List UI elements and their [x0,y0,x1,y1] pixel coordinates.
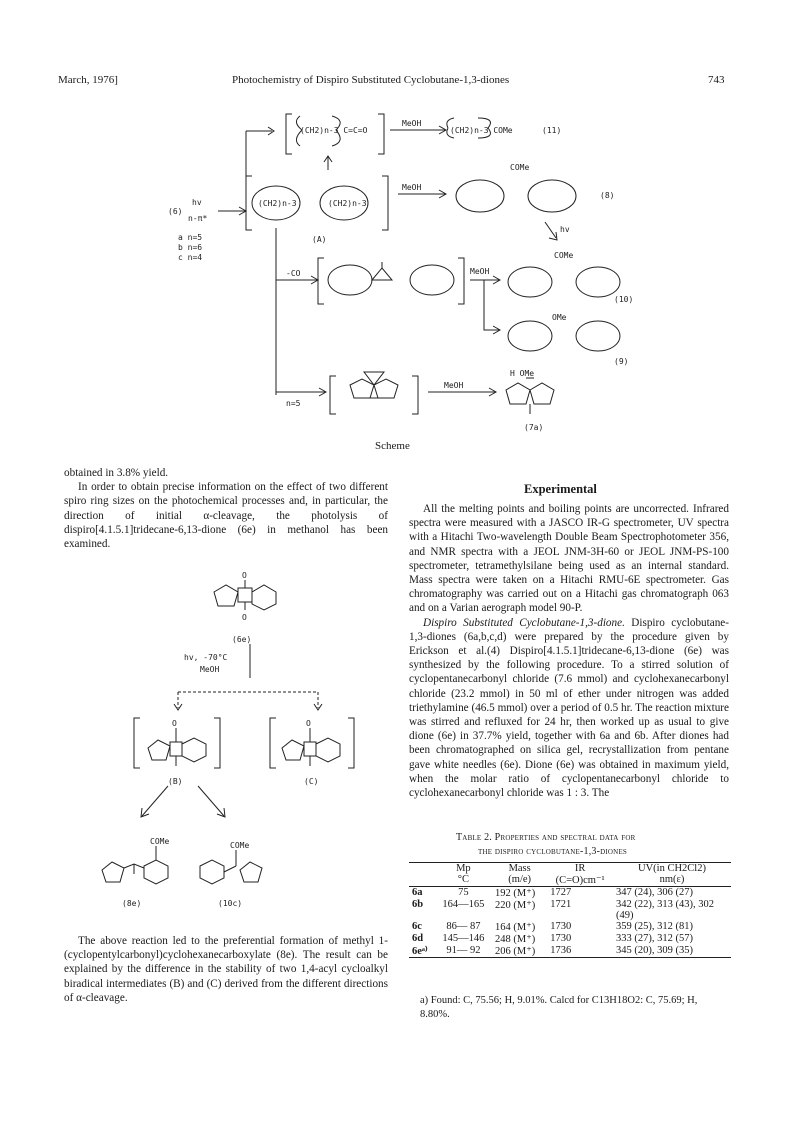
experimental-subheading: Dispiro Substituted Cyclobutane-1,3-dione. [423,616,625,629]
table-cell: 6c [412,921,422,932]
table-cell: 6a [412,887,423,898]
ketene-formula: (CH2)n-3 C=C=O [300,126,368,135]
table-row [409,887,731,900]
left-text-continued: obtained in 3.8% yield. [64,467,169,479]
svg-text:O: O [242,571,247,580]
table-header-cell: Mp [456,863,471,874]
intermediate-B-label: (B) [168,777,183,786]
table-cell: 145—146 [442,933,485,944]
product-10c-group: COMe [230,841,250,850]
meoh-label-2: MeOH [402,183,422,192]
table-cell: 75 [458,887,469,898]
table-cell: 359 (25), 312 (81) [616,921,693,932]
substituent-a: a n=5 [178,233,203,242]
product-10c-label: (10c) [218,899,243,908]
running-head-left: March, 1976] [58,74,118,86]
scheme-caption: Scheme [375,440,410,452]
substituent-b: b n=6 [178,243,203,252]
table-header-row-1 [409,863,731,875]
table-row [409,933,731,945]
product-7a-label: (7a) [524,423,544,432]
table-header-cell: nm(ε) [659,874,685,885]
intermediate-C-label: (C) [304,777,319,786]
biradical-right-ring: (CH2)n-3 [328,199,367,208]
table-header-cell [409,874,435,887]
product-7a-group: H OMe [510,369,535,378]
condition-meoh: MeOH [200,665,220,674]
left-text-conclusion: The above reaction led to the preferential formation of methyl 1-(cyclopentylcarbonyl)cyclohexanecarboxylate (8e). The result can be explained by the difference in the stability of two 1,4-acyl cycloalkyl biradical intermediates (B) and (C) derived from the different directions of α-cleavage. [64,935,388,1004]
table-cell: 342 (22), 313 (43), 302 (49) [616,899,714,921]
substituent-c: c n=4 [178,253,203,262]
reaction-scheme [0,0,793,440]
transition-label: n-π* [188,214,208,223]
biradical-left-ring: (CH2)n-3 [258,199,297,208]
compound-6e-label: (6e) [232,635,252,644]
table-cell: 91— 92 [446,945,481,956]
table-cell: 333 (27), 312 (57) [616,933,693,944]
product-10-label: (10) [614,295,634,304]
table-row [409,921,731,933]
table-header-cell: Mass [508,863,531,874]
product-10-group: COMe [554,251,574,260]
table-cell: 220 (M⁺) [495,900,536,911]
svg-text:O: O [172,719,177,728]
n5-label: n=5 [286,399,301,408]
table-header-cell: (C=O)cm⁻¹ [555,875,605,886]
photolysis-scheme-6e [64,568,394,918]
table-cell: 1736 [550,945,572,956]
hv-label: hv [192,198,202,207]
table-row [409,945,731,958]
table-cell: 164—165 [442,899,485,910]
page-number: 743 [708,74,725,86]
table-caption-2: the dispiro cyclobutane-1,3-diones [478,846,628,857]
svg-text:O: O [306,719,311,728]
intermediate-A-label: (A) [312,235,327,244]
table-cell: 1727 [550,887,572,898]
hv-label-2: hv [560,225,570,234]
table-header-row-2 [409,874,731,887]
meoh-label-3: MeOH [470,267,490,276]
running-head-title: Photochemistry of Dispiro Substituted Cyclobutane-1,3-diones [232,74,510,86]
table-header-cell [409,863,435,875]
experimental-heading: Experimental [524,482,597,496]
meoh-label-1: MeOH [402,119,422,128]
properties-table [409,862,731,958]
product-8-label: (8) [600,191,615,200]
table-row [409,899,731,921]
table-cell: 192 (M⁺) [495,888,536,899]
product-9-group: OMe [552,313,567,322]
table-caption-1: Table 2. Properties and spectral data for [456,832,636,843]
scheme-start-label: (6) [168,207,183,216]
product-8e-label: (8e) [122,899,142,908]
minus-co-label: -CO [286,269,301,278]
table-header-cell: IR [574,863,586,874]
table-cell: 1730 [550,933,572,944]
table-cell: 6eᵃ⁾ [412,946,428,957]
experimental-paragraph-1: All the melting points and boiling points are uncorrected. Infrared spectra were measured with a JASCO IR-G spectrometer, UV spectra with a Hitachi Two-wavelength Double Beam Spectrophotometer 356, and NMR spectra with a JEOL JNM-3H-60 or JEOL JNM-PS-100 spectrometer, tetramethylsilane being used as an internal standard. Mass spectra were taken on a Hitachi RMU-6E spectrometer. Gas chromatography was carried out on a Hitachi gas chromatograph 063 and on a Varian aerograph model 90-P. [409,503,729,615]
table-cell: 1721 [550,899,572,910]
left-paragraph-1 [64,466,388,551]
table-cell: 345 (20), 309 (35) [616,945,693,956]
experimental-text [409,502,729,800]
condition-hv-temp: hv, -70°C [184,653,228,662]
table-cell: 1730 [550,921,572,932]
product-8e-group: COMe [150,837,170,846]
table-cell: 164 (M⁺) [495,922,536,933]
experimental-paragraph-2: Dispiro cyclobutane-1,3-diones (6a,b,c,d) were prepared by the procedure given by Erickson et al.(4) Dispiro[4.1.5.1]tridecane-6,13-dione (6e) was synthesized by the following procedure. To a stirred solution of cyclopentanecarbonyl chloride (7.6 mmol) and cyclohexanecarbonyl chloride (23.2 mmol) in 50 ml of ether under nitrogen was added triethylamine (46.5 mmol) over a period of 0.5 hr. The reaction mixture was stirred and refluxed for 24 hr, then worked up as usual to give dione (6e) in 37.7% yield, together with 6a and 6b. After diones had been chromatographed on silica gel, recrystallization from pentane gave white needles (6e). Dione (6e) was obtained in maximum yield, when the molar ratio of cyclopentanecarbonyl chloride to cyclohexanecarbonyl chloride was 1 : 3. The [409,616,729,800]
table-header-cell: °C [457,874,469,885]
table-cell: 248 (M⁺) [495,934,536,945]
left-paragraph-conclusion [64,934,388,1005]
product-9-label: (9) [614,357,629,366]
product-11-formula: (CH2)n-3 COMe [450,126,513,135]
table-cell: 347 (24), 306 (27) [616,887,693,898]
product-8-group: COMe [510,163,530,172]
table-cell: 6d [412,933,424,944]
left-text-intro: In order to obtain precise information on the effect of two different spiro ring sizes on the photochemical processes and, in particular, the direction of initial α-cleavage, the photolysis of dispiro[4.1.5.1]tridecane-6,13-dione (6e) in methanol has been examined. [64,481,388,551]
table-cell: 6b [412,899,424,910]
product-11-label: (11) [542,126,562,135]
table-cell: 86— 87 [446,921,481,932]
table-header-cell: UV(in CH2Cl2) [638,863,706,874]
svg-text:O: O [242,613,247,622]
table-header-cell: (m/e) [508,874,532,885]
table-cell: 206 (M⁺) [495,946,536,957]
table-footnote: a) Found: C, 75.56; H, 9.01%. Calcd for C13H18O2: C, 75.69; H, 8.80%. [420,995,698,1020]
meoh-label-4: MeOH [444,381,464,390]
